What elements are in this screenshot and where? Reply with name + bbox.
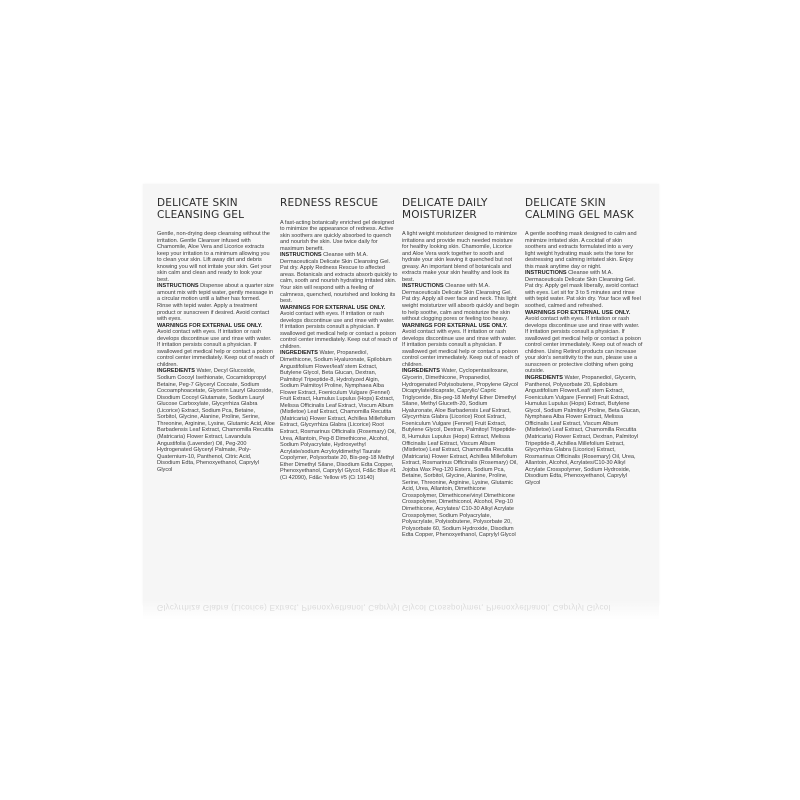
card-reflection	[143, 600, 659, 620]
ingredients-text: Water, Propanediol, Dimethicone, Sodium Hyaluronate, Epilobium Angustifolium Flower/leaf/ stem Extract, Butylene Glycol, Beta Glucan, Dextran, Palmitoyl Tripeptide-8, Hydrolyzed Algin, Sodium Palmitoyl Proline, Nymphaea Alba Flower Extract, Foeniculum Vulgare (Fennel) Fruit Extract, Humulus Lupulus (Hops) Extract, Melissa Officinalis Leaf Extract, Viscum Album (Mistletoe) Leaf Extract, Chamomilla Recutita (Matricaria) Flower Extract, Achillea Millefolium Extract, Glycyrrhiza Glabra (Licorice) Root Extract, Rosmarinus Officinalis (Rosemary) Oil, Urea, Allantoin, Peg-8 Dimethicone, Alcohol, Sodium Polyacrylate, Hydroxyethyl Acrylate/sodium Acryloyldimethyl Taurate Copolymer, Polysorbate 20, Bis-peg-18 Methyl Ether Dimethyl Silane, Disodium Edta Copper, Phenoxyethanol, Caprylyl Glycol, Fd&c Blue #1 (Ci 42090), Fd&c Yellow #5 (Ci 19140)	[280, 350, 397, 481]
warnings-label: WARNINGS FOR EXTERNAL USE ONLY.	[280, 304, 386, 311]
warnings-label: WARNINGS FOR EXTERNAL USE ONLY.	[525, 309, 631, 316]
column-redness-rescue	[280, 198, 398, 481]
title-line-1: REDNESS RESCUE	[280, 197, 379, 209]
ingredients-text: Water, Cyclopentasiloxane, Glycerin, Dimethicone, Propanediol, Hydrogenated Polyisobutene, Propylene Glycol Dicaprylate/dicaprate, Caprylic/ Capric Triglyceride, Bis-peg-18 Methyl Ether Dimethyl Silane, Methyl Gluceth-20, Sodium Hyaluronate, Aloe Barbadensis Leaf Extract, Glycyrrhiza Glabra (Licorice) Root Extract, Foeniculum Vulgare (Fennel) Fruit Extract, Butylene Glycol, Dextran, Palmitoyl Tripeptide-8, Humulus Lupulus (Hops) Extract, Melissa Officinalis Leaf Extract, Viscum Album (Mistletoe) Leaf Extract, Chamomilla Recutita (Matricaria) Flower Extract, Achillea Millefolium Extract, Rosmarinus Officinalis (Rosemary) Oil, Jojoba Wax Peg-120 Esters, Sodium Pca, Betaine, Sorbitol, Glycine, Alanine, Proline, Serine, Threonine, Arginine, Lysine, Glutamic Acid, Urea, Allantoin, Dimethicone Crosspolymer, Dimethicone/vinyl Dimethicone Crosspolymer, Dimethiconol, Alcohol, Peg-10 Dimethicone, Acrylates/ C10-30 Alkyl Acrylate Crosspolymer, Sodium Polyacrylate, Polyacrylate, Polyisobutene, Polysorbate 20, Polysorbate 60, Sodium Hydroxide, Disodium Edta Copper, Phenoxyethanol, Caprylyl Glycol	[402, 368, 519, 539]
column-calming-gel-mask	[525, 198, 643, 486]
intro-text: A gentle soothing mask designed to calm and minimize irritated skin. A cocktail of skin soothers and extracts formulated into a very light weight hydrating mask sets the tone for destressing and calming irritated skin. Enjoy this mask anytime day or night.	[525, 231, 637, 270]
product-title	[525, 198, 643, 221]
warnings-label: WARNINGS FOR EXTERNAL USE ONLY.	[402, 322, 508, 329]
product-description	[280, 220, 398, 482]
reflection-text: Glycyrrhiza Glabra (Licorice) Extract, Phenoxyethanol, Caprylyl Glycol Crosspolymer, Phenoxyethanol, Caprylyl Glycol	[157, 603, 611, 612]
ingredients-label: INGREDIENTS	[157, 368, 195, 375]
instructions-label: INSTRUCTIONS	[402, 283, 444, 290]
ingredients-text: Water, Decyl Glucoside, Sodium Cocoyl Isethionate, Cocamidopropyl Betaine, Peg-7 Glyceryl Cocoate, Sodium Cocoamphoacetate, Glycerin Lauryl Glucoside, Disodium Cocoyl Glutamate, Sodium Lauryl Glucose Carboxylate, Glycyrrhiza Glabra (Licorice) Extract, Sodium Pca, Betaine, Sorbitol, Glycine, Alanine, Proline, Serine, Threonine, Arginine, Lysine, Glutamic Acid, Aloe Barbadensis Leaf Extract, Chamomilla Recutita (Matricaria) Flower Extract, Lavandula Angustifolia (Lavender) Oil, Peg-200 Hydrogenated Glyceryl Palmate, Poly- Quaternium-10, Panthenol, Citric Acid, Disodium Edta, Phenoxyethanol, Caprylyl Glycol	[157, 368, 275, 473]
instructions-text: Dispense about a quarter size amount mix with tepid water, gently message in a circular motion until a lather has formed. Rinse with tepid water. Apply a treatment product or sunscreen if desired. Avoid contact with eyes.	[157, 283, 274, 323]
title-line-2: CALMING GEL MASK	[525, 208, 634, 221]
product-description	[157, 231, 275, 473]
ingredients-label: INGREDIENTS	[402, 368, 440, 375]
title-line-1: DELICATE SKIN	[525, 197, 606, 209]
ingredients-label: INGREDIENTS	[525, 375, 563, 382]
instructions-label: INSTRUCTIONS	[525, 270, 567, 277]
warnings-text: Avoid contact with eyes. If irritation or rash develops discontinue use and rinse with water. If irritation persists consult a physician. If swallowed get medical help or contact a poison control center immediately. Keep out of reach of children.	[280, 311, 398, 350]
ingredients-text: Water, Propanediol, Glycerin, Panthenol, Polysorbate 20, Epilobium Angustifolium Flower/Leaf/ stem Extract, Foeniculum Vulgare (Fennel) Fruit Extract, Humulus Lupulus (Hops) Extract, Butylene Glycol, Sodium Palmitoyl Proline, Beta Glucan, Nymphaea Alba Flower Extract, Melissa Officinalis Leaf Extract, Viscum Album (Mistletoe) Leaf Extract, Chamomilla Recutita (Matricaria) Flower Extract, Dextran, Palmitoyl Tripeptide-8, Achillea Millefolium Extract, Glycyrrhiza Glabra (Licorice) Extract, Rosmarinus Officinalis (Rosemary) Oil, Urea, Allantoin, Alcohol, Acrylates/C10-30 Alkyl Acrylate Crosspolymer, Sodium Hydroxide, Disodium Edta, Phenoxyethanol, Caprylyl Glycol	[525, 375, 641, 486]
intro-text: A fast-acting botanically enriched gel designed to minimize the appearance of redness. Active skin soothers are quickly absorbed to quench and nourish the skin. Use twice daily for maximum benefit.	[280, 219, 395, 252]
product-description	[525, 231, 643, 486]
ingredients-label: INGREDIENTS	[280, 350, 318, 357]
instructions-label: INSTRUCTIONS	[280, 252, 322, 259]
title-line-1: DELICATE SKIN	[157, 197, 238, 209]
warnings-text: Avoid contact with eyes. If irritation or rash develops discontinue use and rinse with water. If irritation persists consult a physician. If swallowed get medical help or contact a poison control center immediately. Keep out of reach of children. Using Retinol products can increase your skin's sensitivity to the sun, please use a sunscreen or protective clothing when going outside.	[525, 316, 643, 375]
instructions-label: INSTRUCTIONS	[157, 283, 199, 290]
title-line-2: CLEANSING GEL	[157, 208, 245, 221]
product-description	[402, 231, 520, 539]
title-line-2: MOISTURIZER	[402, 208, 477, 221]
column-cleansing-gel	[157, 198, 275, 473]
warnings-text: Avoid contact with eyes. If irritation or rash develops discontinue use and rinse with water. If irritation persists consult a physician. If swallowed get medical help or contact a poison control center immediately. Keep out of reach of children.	[402, 329, 520, 368]
warnings-label: WARNINGS FOR EXTERNAL USE ONLY.	[157, 322, 263, 329]
intro-text: A light weight moisturizer designed to minimize irritations and provide much needed moisture for healthy looking skin. Chamomile, Licorice and Aloe Vera work together to sooth and hydrate your skin leaving it quenched but not greasy. An important blend of botanicals and extracts make your skin healthy and look its best.	[402, 231, 517, 283]
instructions-text: Cleanse with M.A. Dermaceuticals Delicate Skin Cleansing Gel. Pat dry. Apply all over face and neck. This light weight moisturizer will absorb quickly and begin to help soothe, calm and moisturize the skin without clogging pores or feeling too heavy.	[402, 283, 519, 323]
product-title	[157, 198, 275, 221]
instructions-text: Cleanse with M.A. Dermaceuticals Delicate Skin Cleansing Gel. Pat dry. Apply gel mask liberally, avoid contact with eyes. Let sit for 3 to 5 minutes and rinse with tepid water. Pat skin dry. Your face will feel soothed, calmed and refreshed.	[525, 270, 641, 310]
instructions-text: Cleanse with M.A. Dermaceuticals Delicate Skin Cleansing Gel. Pat dry. Apply Redness Rescue to affected areas. Botanicals and extracts absorb quickly to calm, sooth and nourish hydrating irritated skin. Your skin will respond with a feeling of calmness, quenched, nourished and looking its best.	[280, 252, 398, 305]
product-title	[280, 198, 398, 210]
warnings-text: Avoid contact with eyes. If irritation or rash develops discontinue use and rinse with water. If irritation persists consult a physician. If swallowed get medical help or contact a poison control center immediately. Keep out of reach of children.	[157, 329, 275, 368]
product-title	[402, 198, 520, 221]
title-line-1: DELICATE DAILY	[402, 197, 488, 209]
column-daily-moisturizer	[402, 198, 520, 539]
intro-text: Gentle, non-drying deep cleansing without the irritation. Gentle Cleanser infused with Chamomile, Aloe Vera and Licorice extracts keep your irritation to a minimum allowing you to clean your skin. Lift away dirt and debris knowing you will not irritate your skin. Get your skin calm and clean and ready to look your best.	[157, 231, 272, 283]
product-info-card	[143, 184, 659, 605]
